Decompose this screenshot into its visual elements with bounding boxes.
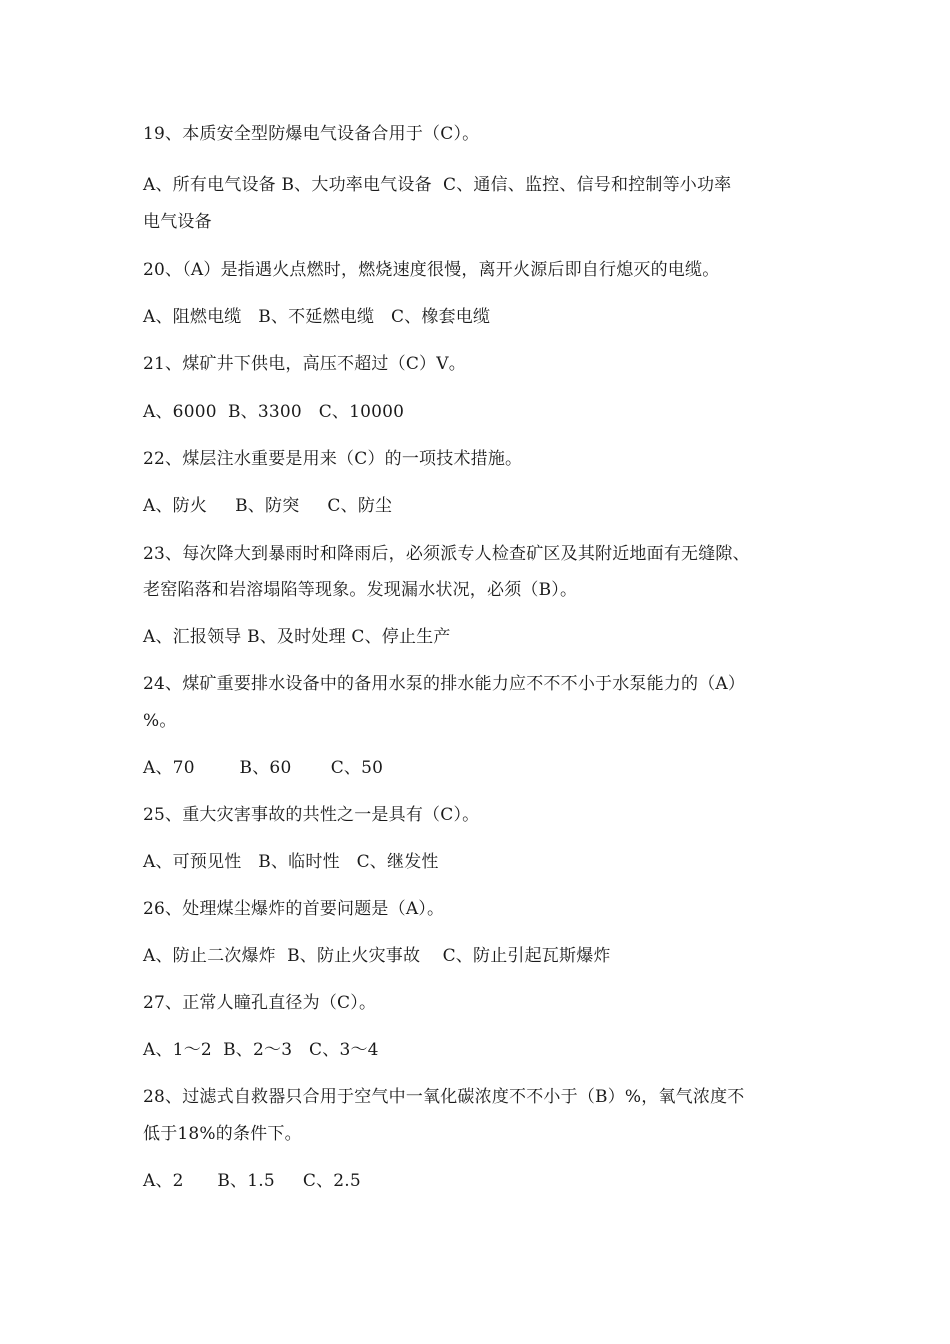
question-22-text: 22、煤层注水重要是用来（C）的一项技术措施。 bbox=[143, 449, 523, 469]
question-23-text-cont: 老窑陷落和岩溶塌陷等现象。发现漏水状况，必须（B）。 bbox=[143, 580, 578, 600]
question-25-text: 25、重大灾害事故的共性之一是具有（C）。 bbox=[143, 805, 480, 825]
question-28-text-cont: 低于18%的条件下。 bbox=[143, 1124, 302, 1144]
question-26-text: 26、处理煤尘爆炸的首要问题是（A）。 bbox=[143, 899, 445, 919]
question-22-options: A、防火 B、防突 C、防尘 bbox=[143, 496, 393, 516]
question-19-text: 19、本质安全型防爆电气设备合用于（C）。 bbox=[143, 124, 480, 144]
question-27-options: A、1～2 B、2～3 C、3～4 bbox=[143, 1040, 379, 1060]
question-19-options-cont: 电气设备 bbox=[143, 212, 212, 232]
question-28-options: A、2 B、1.5 C、2.5 bbox=[143, 1171, 361, 1191]
question-23-options: A、汇报领导 B、及时处理 C、停止生产 bbox=[143, 627, 451, 647]
question-25-options: A、可预见性 B、临时性 C、继发性 bbox=[143, 852, 439, 872]
question-27-text: 27、正常人瞳孔直径为（C）。 bbox=[143, 993, 377, 1013]
question-21-options: A、6000 B、3300 C、10000 bbox=[143, 402, 405, 422]
question-28-text: 28、过滤式自救器只合用于空气中一氧化碳浓度不不小于（B）%，氧气浓度不 bbox=[143, 1087, 745, 1107]
question-20-text: 20、（A）是指遇火点燃时，燃烧速度很慢，离开火源后即自行熄灭的电缆。 bbox=[143, 260, 720, 280]
question-24-options: A、70 B、60 C、50 bbox=[143, 758, 384, 778]
question-23-text: 23、每次降大到暴雨时和降雨后，必须派专人检查矿区及其附近地面有无缝隙、 bbox=[143, 544, 750, 564]
question-26-options: A、防止二次爆炸 B、防止火灾事故 C、防止引起瓦斯爆炸 bbox=[143, 946, 611, 966]
question-24-text-cont: %。 bbox=[143, 711, 177, 731]
question-19-options: A、所有电气设备 B、大功率电气设备 C、通信、监控、信号和控制等小功率 bbox=[143, 175, 732, 195]
question-24-text: 24、煤矿重要排水设备中的备用水泵的排水能力应不不不小于水泵能力的（A） bbox=[143, 674, 746, 694]
question-21-text: 21、煤矿井下供电，高压不超过（C）V。 bbox=[143, 354, 466, 374]
question-20-options: A、阻燃电缆 B、不延燃电缆 C、橡套电缆 bbox=[143, 307, 491, 327]
